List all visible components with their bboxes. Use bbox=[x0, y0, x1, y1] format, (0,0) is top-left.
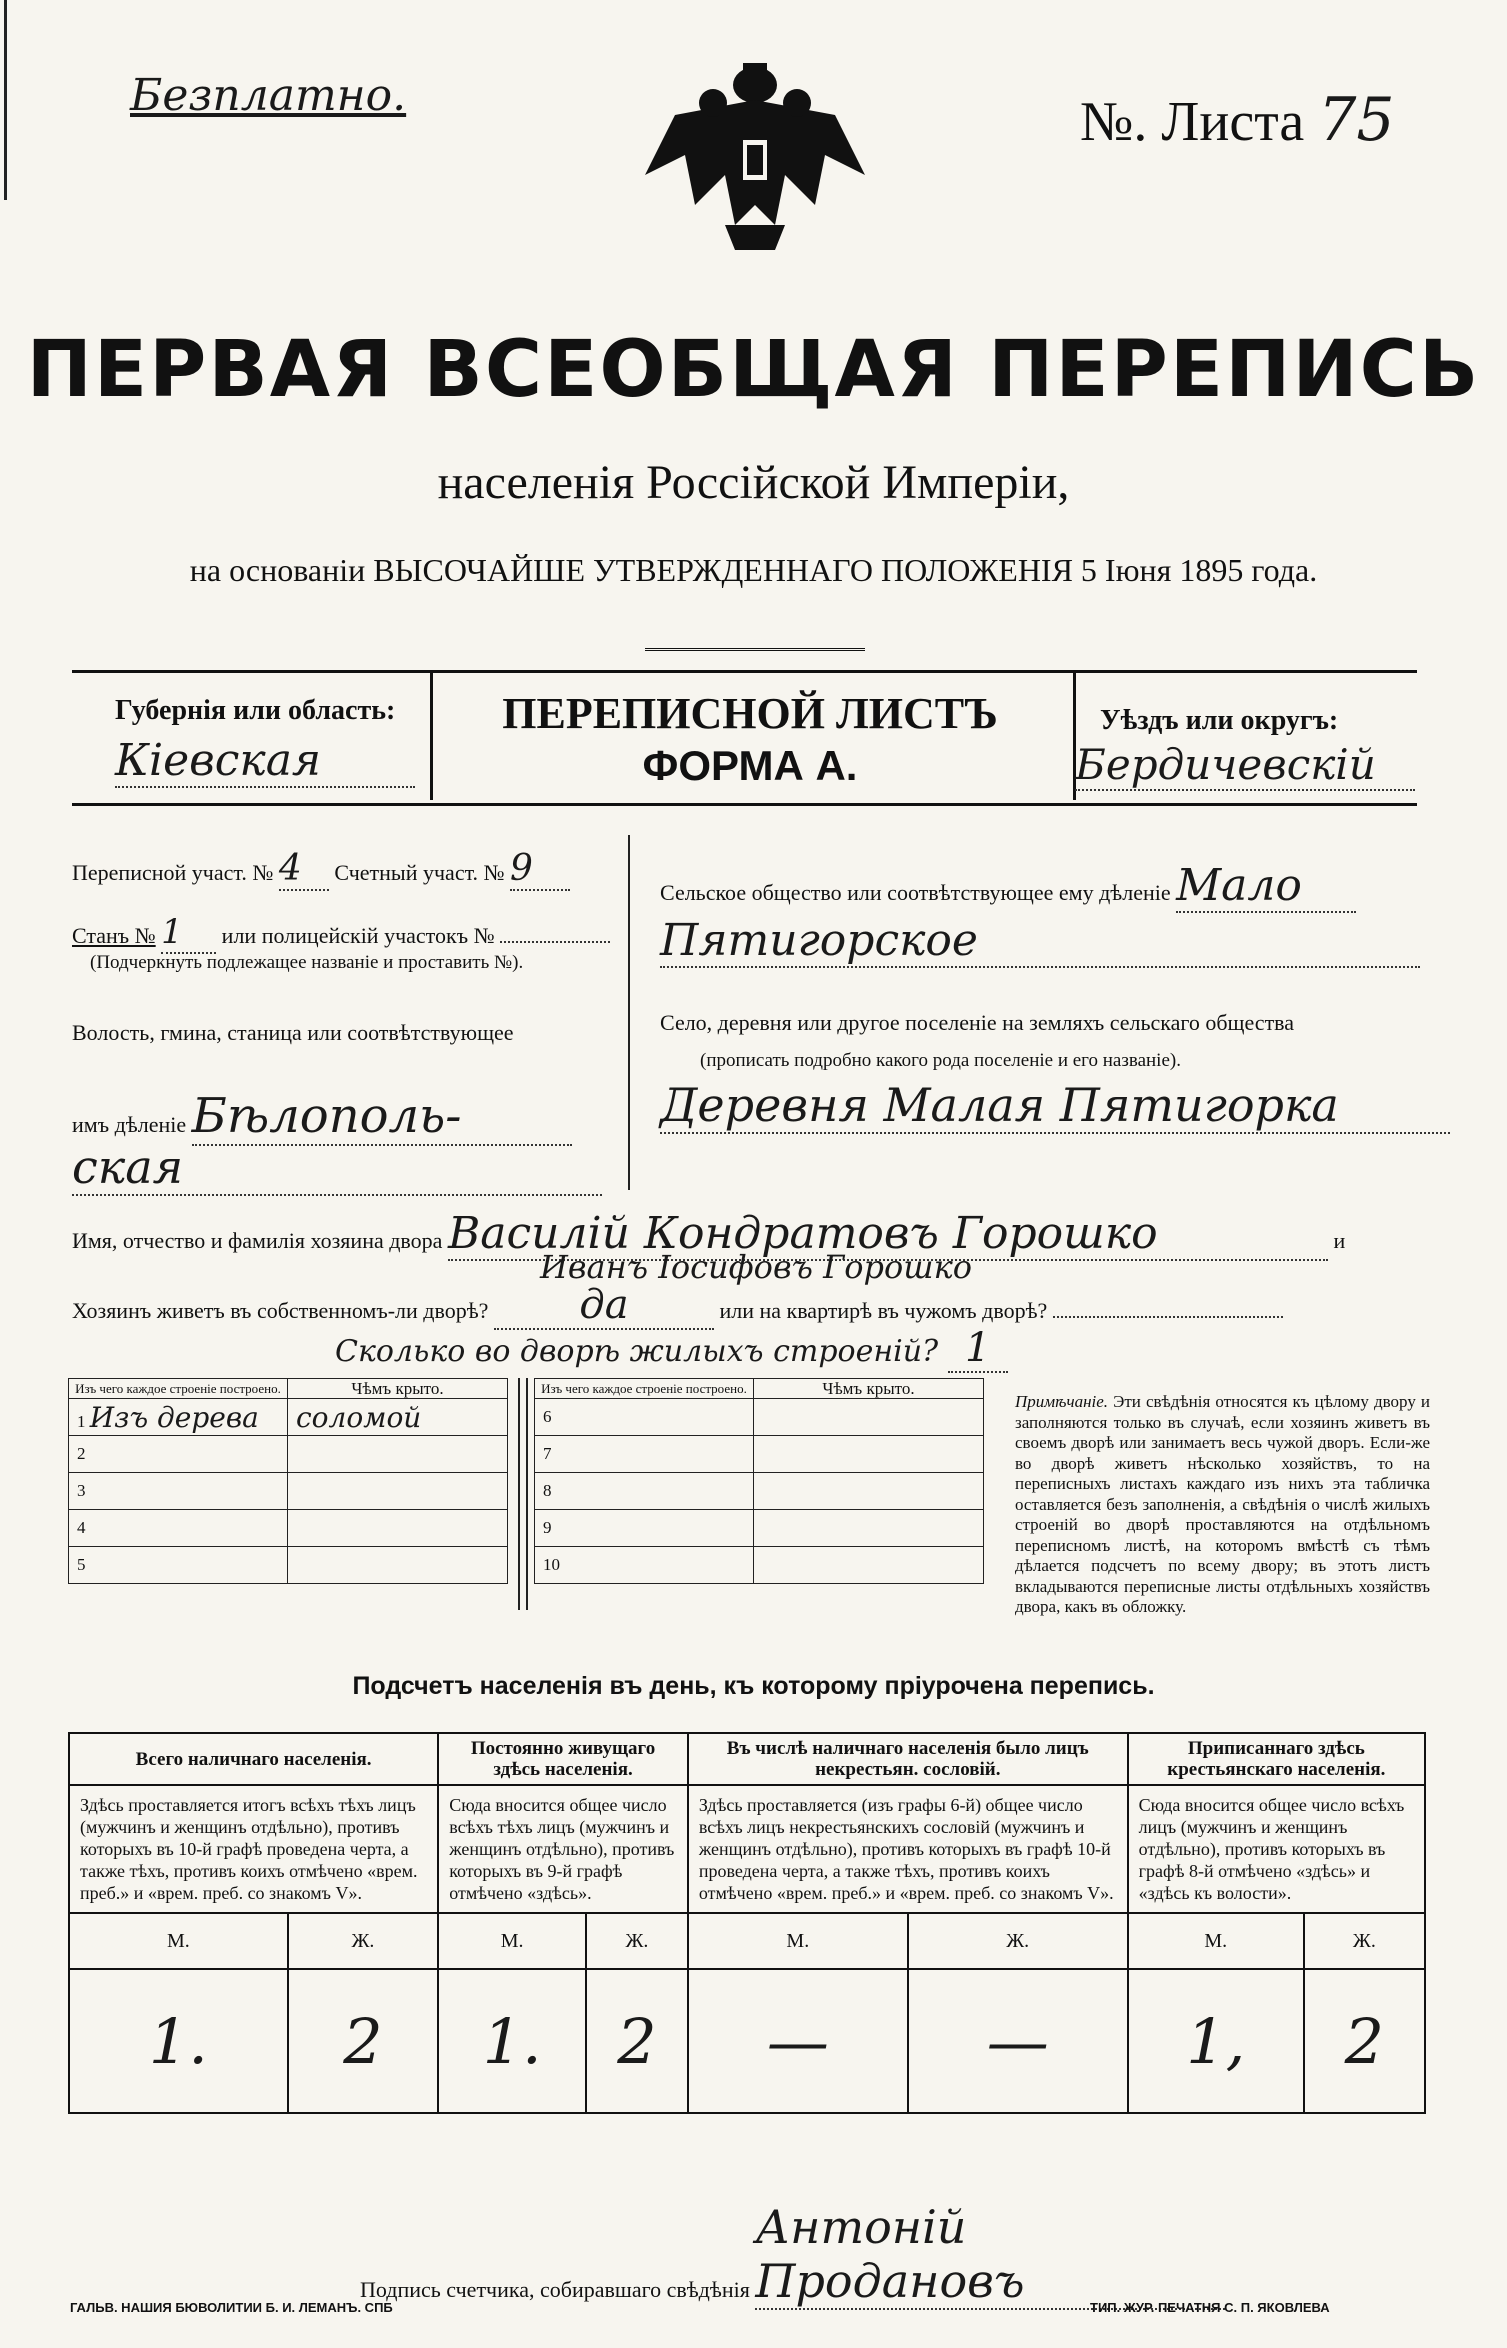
sheet-number bbox=[1080, 85, 1395, 155]
ornament-divider bbox=[645, 648, 865, 651]
owner-name-field: Имя, отчество и фамилія хозяина двора Василій Кондратовъ Горошко и bbox=[72, 1208, 1346, 1259]
table-row: 6 bbox=[535, 1399, 984, 1436]
column-divider bbox=[628, 835, 630, 1190]
form-title: ПЕРЕПИСНОЙ ЛИСТЪ bbox=[502, 689, 998, 738]
table-double-rule bbox=[518, 1378, 528, 1610]
table-row: 7 bbox=[535, 1436, 984, 1473]
society-field: Сельское общество или соотвѣтствующее ему дѣленіе Мало bbox=[660, 860, 1356, 913]
page-subtitle: населенія Россійской Имперіи, bbox=[437, 456, 1070, 509]
census-section-field: Переписной участ. № 4 Счетный участ. № 9 bbox=[72, 848, 570, 891]
table-row: 5 bbox=[69, 1547, 508, 1584]
buildings-note: Примѣчаніе. Эти свѣдѣнія относятся къ цѣлому двору и заполняются только въ случаѣ, если хозяинъ живетъ въ своемъ дворѣ или занимаетъ весь чужой дворъ. Если-же во дворѣ живетъ нѣсколько хозяйствъ, то на переписныхъ листахъ каждаго изъ нихъ эта табличка оставляется безъ заполненія, а свѣдѣнія о числѣ жилыхъ строеній во дворѣ проставляются на отдѣльномъ переписномъ листѣ, на которомъ вмѣстѣ съ тѣмъ дѣлается подсчетъ по всему двору; въ этотъ листъ вкладываются переписные листы отдѣльныхъ хозяйствъ двора, какъ въ обложку. bbox=[1015, 1392, 1431, 1616]
owner-name-value: Василій Кондратовъ Горошко bbox=[448, 1208, 1328, 1261]
owner-own-value: да bbox=[494, 1282, 714, 1330]
table-row: 10 bbox=[535, 1547, 984, 1584]
volost-value-1: Бѣлополь- bbox=[192, 1088, 572, 1146]
margin-marks bbox=[4, 0, 11, 200]
table-row: 9 bbox=[535, 1510, 984, 1547]
society-value-2: Пятигорское bbox=[660, 915, 1420, 968]
volost-value-2: ская bbox=[72, 1140, 602, 1196]
volost-field: имъ дѣленіе Бѣлополь- bbox=[72, 1088, 572, 1146]
buildings-count-field: Сколько во дворѣ жилыхъ строеній? 1 bbox=[335, 1325, 1008, 1373]
sheet-number-label: №. Листа bbox=[1080, 91, 1305, 153]
population-table: Всего наличнаго населенія. Постоянно живущаго здѣсь населенія. Въ числѣ наличнаго населенія было лицъ некрестьян. сословій. Приписаннаго здѣсь крестьянскаго населенія. Здѣсь проставляется итогъ всѣхъ тѣхъ лицъ (мужчинъ и женщинъ отдѣльно), противъ которыхъ въ 10-й графѣ проведена черта, а также тѣхъ, противъ коихъ отмѣчено «врем. преб.» и «врем. преб. со знакомъ V». Сюда вносится общее число всѣхъ тѣхъ лицъ (мужчинъ и женщинъ отдѣльно), противъ которыхъ въ 9-й графѣ отмѣчено «здѣсь». Здѣсь проставляется (изъ графы 6-й) общее число всѣхъ лицъ некрестьянскихъ сословій (мужчинъ и женщинъ отдѣльно), противъ которыхъ въ графѣ 10-й проведена черта, а также тѣхъ, противъ коихъ отмѣчено «врем. преб.» и «врем. преб. со знакомъ V». Сюда вносится общее число всѣхъ лицъ (мужчинъ и женщинъ отдѣльно), противъ которыхъ въ графѣ 8-й отмѣчено «здѣсь» и «здѣсь къ волости». М. Ж. М. Ж. М. Ж. М. Ж. 1. 2 1. 2 — — 1, 2 bbox=[68, 1732, 1426, 2114]
table-row: 4 bbox=[69, 1510, 508, 1547]
buildings-count-value: 1 bbox=[948, 1325, 1008, 1373]
table-row: 3 bbox=[69, 1473, 508, 1510]
table-row: 2 bbox=[69, 1436, 508, 1473]
gubernia-value: Кіевская bbox=[115, 735, 415, 788]
uezd-label: Уѣздъ или округъ: bbox=[1100, 705, 1339, 736]
census-section-value: 4 bbox=[279, 848, 329, 891]
form-subtitle: ФОРМА А. bbox=[642, 742, 858, 789]
village-note: (прописать подробно какого рода поселеніе и его названіе). bbox=[700, 1050, 1181, 1071]
stan-value: 1 bbox=[161, 912, 216, 954]
society-value-1: Мало bbox=[1176, 860, 1356, 913]
free-label: Безплатно. bbox=[130, 70, 407, 121]
footer-left: ГАЛЬВ. НАШИЯ БЮВОЛИТИИ Б. И. ЛЕМАНЪ. СПБ bbox=[70, 2300, 393, 2315]
page-title: ПЕРВАЯ ВСЕОБЩАЯ ПЕРЕПИСЬ bbox=[26, 325, 1481, 415]
stan-note: (Подчеркнуть подлежащее названіе и проставить №). bbox=[90, 952, 524, 973]
sheet-number-value: 75 bbox=[1318, 85, 1395, 155]
owner-name-value-2: Иванъ Іосифовъ Горошко bbox=[540, 1248, 972, 1286]
buildings-table-left: Изъ чего каждое строеніе построено. Чѣмъ крыто. 1 Изъ дерева соломой 2 3 4 5 bbox=[68, 1378, 508, 1584]
double-headed-eagle-emblem bbox=[635, 55, 875, 255]
buildings-table-right: Изъ чего каждое строеніе построено. Чѣмъ крыто. 6 7 8 9 10 bbox=[534, 1378, 984, 1584]
count-section-value: 9 bbox=[510, 848, 570, 891]
footer-right: ТИП. ЖУР. ПЕЧАТНЯ С. П. ЯКОВЛЕВА bbox=[1090, 2300, 1330, 2315]
signature-field: Подпись счетчика, собиравшаго свѣдѣнія Антоній Продановъ bbox=[360, 2200, 1225, 2310]
table-row: 8 bbox=[535, 1473, 984, 1510]
signature-value: Антоній Продановъ bbox=[755, 2200, 1225, 2310]
population-values-row: 1. 2 1. 2 — — 1, 2 bbox=[69, 1969, 1425, 2113]
volost-label: Волость, гмина, станица или соотвѣтствующее bbox=[72, 1020, 514, 1045]
uezd-value: Бердичевскій bbox=[1075, 740, 1415, 791]
village-value: Деревня Малая Пятигорка bbox=[660, 1078, 1450, 1134]
legal-basis: на основаніи ВЫСОЧАЙШЕ УТВЕРЖДЕННАГО ПОЛОЖЕНІЯ 5 Іюня 1895 года. bbox=[189, 552, 1318, 588]
village-label: Село, деревня или другое поселеніе на земляхъ сельскаго общества bbox=[660, 1010, 1295, 1035]
gubernia-label: Губернія или область: bbox=[115, 695, 396, 726]
population-title: Подсчетъ населенія въ день, къ которому пріурочена перепись. bbox=[352, 1672, 1155, 1700]
table-row: 1 Изъ дерева соломой bbox=[69, 1399, 508, 1436]
owner-residence-field: Хозяинъ живетъ въ собственномъ-ли дворѣ? да или на квартирѣ въ чужомъ дворѣ? bbox=[72, 1282, 1283, 1330]
stan-field: Станъ № 1 или полицейскій участокъ № bbox=[72, 912, 610, 954]
